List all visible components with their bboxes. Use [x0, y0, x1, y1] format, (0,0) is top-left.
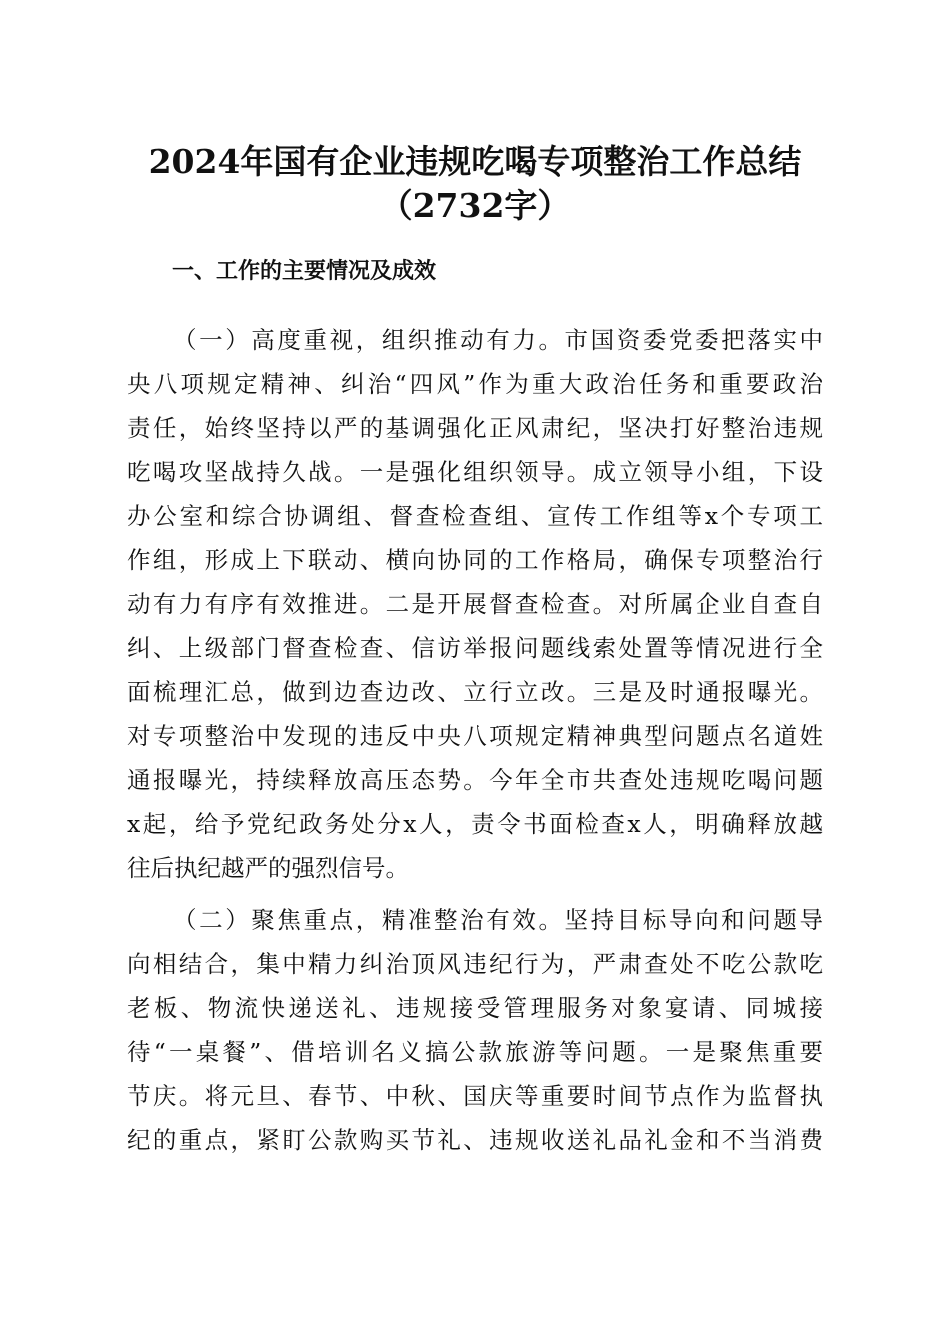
paragraph-line: 动有力有序有效推进。二是开展督查检查。对所属企业自查自 [127, 590, 823, 618]
paragraph-line: 面梳理汇总，做到边查边改、立行立改。三是及时通报曝光。 [127, 678, 823, 706]
paragraph-line: 待“一桌餐”、借培训名义搞公款旅游等问题。一是聚焦重要 [127, 1038, 823, 1066]
paragraph-line: 吃喝攻坚战持久战。一是强化组织领导。成立领导小组，下设 [127, 458, 823, 486]
paragraph-line: 通报曝光，持续释放高压态势。今年全市共查处违规吃喝问题 [127, 766, 823, 794]
paragraph-line: x起，给予党纪政务处分x人，责令书面检查x人，明确释放越 [127, 810, 823, 838]
paragraph-line: 办公室和综合协调组、督查检查组、宣传工作组等x个专项工 [127, 502, 823, 530]
paragraph-line: 纪的重点，紧盯公款购买节礼、违规收送礼品礼金和不当消费 [127, 1126, 823, 1154]
paragraph-line: （一）高度重视，组织推动有力。市国资委党委把落实中 [173, 326, 823, 354]
paragraph-line: 责任，始终坚持以严的基调强化正风肃纪，坚决打好整治违规 [127, 414, 823, 442]
document-title-word-count: （2732字） [379, 186, 571, 225]
paragraph-line: （二）聚焦重点，精准整治有效。坚持目标导向和问题导 [173, 906, 823, 934]
paragraph-line: 对专项整治中发现的违反中央八项规定精神典型问题点名道姓 [127, 722, 823, 750]
paragraph-line: 往后执纪越严的强烈信号。 [127, 854, 409, 882]
paragraph-line: 纠、上级部门督查检查、信访举报问题线索处置等情况进行全 [127, 634, 823, 662]
document-title: 2024年国有企业违规吃喝专项整治工作总结 [148, 142, 802, 181]
paragraph-line: 作组，形成上下联动、横向协同的工作格局，确保专项整治行 [127, 546, 823, 574]
paragraph-line: 央八项规定精神、纠治“四风”作为重大政治任务和重要政治 [127, 370, 823, 398]
paragraph-line: 向相结合，集中精力纠治顶风违纪行为，严肃查处不吃公款吃 [127, 950, 823, 978]
paragraph-line: 老板、物流快递送礼、违规接受管理服务对象宴请、同城接 [127, 994, 823, 1022]
paragraph-line: 节庆。将元旦、春节、中秋、国庆等重要时间节点作为监督执 [127, 1082, 823, 1110]
section-heading: 一、工作的主要情况及成效 [172, 259, 437, 284]
